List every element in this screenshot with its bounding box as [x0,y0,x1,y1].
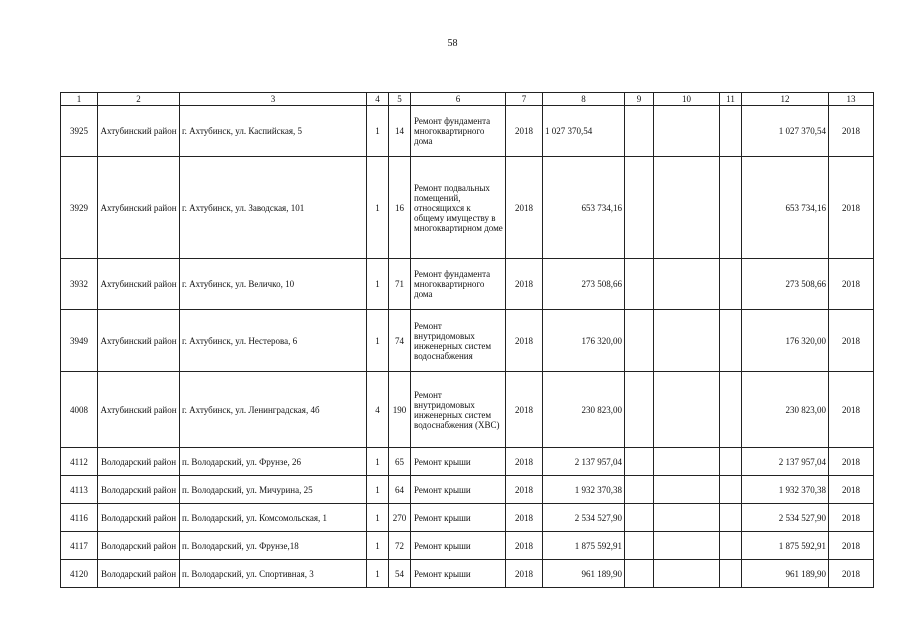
cell-work-type: Ремонт внутридомовых инженерных систем водоснабжения (ХВС) [411,372,506,448]
cell-col9 [625,476,654,504]
cell-col11 [720,476,742,504]
cell-col10 [654,560,720,588]
cell-id: 4120 [61,560,98,588]
cell-col11 [720,504,742,532]
cell-col5: 270 [389,504,411,532]
cell-col4: 1 [367,310,389,372]
cell-col9 [625,106,654,157]
column-header: 3 [180,93,367,106]
cell-address: г. Ахтубинск, ул. Каспийская, 5 [180,106,367,157]
table-row [61,448,874,476]
cell-col10 [654,532,720,560]
table-row [61,504,874,532]
cell-address: п. Володарский, ул. Фрунзе,18 [180,532,367,560]
column-header: 11 [720,93,742,106]
column-header: 12 [742,93,829,106]
cell-total: 2 534 527,90 [742,504,829,532]
cell-col11 [720,310,742,372]
cell-district: Володарский район [98,532,180,560]
cell-district: Володарский район [98,560,180,588]
cell-end-year: 2018 [829,532,874,560]
cell-work-type: Ремонт крыши [411,448,506,476]
cell-district: Володарский район [98,448,180,476]
cell-work-type: Ремонт фундамента многоквартирного дома [411,106,506,157]
cell-total: 273 508,66 [742,259,829,310]
cell-address: п. Володарский, ул. Комсомольская, 1 [180,504,367,532]
cell-total: 1 027 370,54 [742,106,829,157]
cell-year: 2018 [506,476,543,504]
cell-col10 [654,310,720,372]
cell-col9 [625,310,654,372]
cell-col11 [720,372,742,448]
cell-col10 [654,476,720,504]
cell-col11 [720,157,742,259]
cell-year: 2018 [506,372,543,448]
cell-id: 4117 [61,532,98,560]
cell-col10 [654,448,720,476]
table-row [61,259,874,310]
cell-district: Володарский район [98,504,180,532]
cell-year: 2018 [506,310,543,372]
cell-address: г. Ахтубинск, ул. Заводская, 101 [180,157,367,259]
cell-end-year: 2018 [829,560,874,588]
cell-work-type: Ремонт крыши [411,532,506,560]
cell-district: Ахтубинский район [98,106,180,157]
cell-col10 [654,372,720,448]
cell-total: 230 823,00 [742,372,829,448]
cell-col4: 1 [367,532,389,560]
cell-col11 [720,532,742,560]
column-header: 8 [543,93,625,106]
cell-total: 961 189,90 [742,560,829,588]
cell-col9 [625,448,654,476]
cell-col4: 1 [367,448,389,476]
cell-id: 3932 [61,259,98,310]
cell-end-year: 2018 [829,157,874,259]
cell-end-year: 2018 [829,372,874,448]
cell-district: Ахтубинский район [98,259,180,310]
cell-cost: 961 189,90 [543,560,625,588]
cell-address: п. Володарский, ул. Мичурина, 25 [180,476,367,504]
cell-year: 2018 [506,448,543,476]
cell-col9 [625,532,654,560]
cell-id: 4116 [61,504,98,532]
cell-col10 [654,106,720,157]
cell-col10 [654,504,720,532]
cell-cost: 1 932 370,38 [543,476,625,504]
cell-year: 2018 [506,106,543,157]
column-header: 7 [506,93,543,106]
cell-col11 [720,448,742,476]
cell-total: 2 137 957,04 [742,448,829,476]
cell-col9 [625,372,654,448]
cell-cost: 1 875 592,91 [543,532,625,560]
cell-col5: 16 [389,157,411,259]
cell-col10 [654,157,720,259]
repair-program-table [60,92,874,588]
cell-district: Ахтубинский район [98,157,180,259]
cell-work-type: Ремонт подвальных помещений, относящихся к общему имуществу в многоквартирном доме [411,157,506,259]
cell-col9 [625,560,654,588]
column-header: 13 [829,93,874,106]
table-row [61,157,874,259]
cell-year: 2018 [506,157,543,259]
cell-year: 2018 [506,560,543,588]
cell-id: 4008 [61,372,98,448]
cell-year: 2018 [506,259,543,310]
cell-col9 [625,157,654,259]
table-row [61,372,874,448]
cell-col4: 1 [367,504,389,532]
cell-col5: 74 [389,310,411,372]
cell-work-type: Ремонт крыши [411,476,506,504]
cell-work-type: Ремонт крыши [411,560,506,588]
table-row [61,310,874,372]
cell-address: п. Володарский, ул. Спортивная, 3 [180,560,367,588]
cell-col5: 71 [389,259,411,310]
column-header: 6 [411,93,506,106]
cell-work-type: Ремонт внутридомовых инженерных систем водоснабжения [411,310,506,372]
cell-end-year: 2018 [829,504,874,532]
cell-year: 2018 [506,504,543,532]
cell-year: 2018 [506,532,543,560]
cell-address: г. Ахтубинск, ул. Ленинградская, 4б [180,372,367,448]
cell-address: г. Ахтубинск, ул. Величко, 10 [180,259,367,310]
cell-address: п. Володарский, ул. Фрунзе, 26 [180,448,367,476]
column-header: 9 [625,93,654,106]
cell-total: 1 932 370,38 [742,476,829,504]
table-row [61,476,874,504]
cell-col4: 1 [367,476,389,504]
cell-cost: 2 137 957,04 [543,448,625,476]
cell-district: Володарский район [98,476,180,504]
cell-col4: 4 [367,372,389,448]
cell-end-year: 2018 [829,448,874,476]
cell-col4: 1 [367,157,389,259]
cell-district: Ахтубинский район [98,310,180,372]
cell-id: 4112 [61,448,98,476]
table-row [61,532,874,560]
cell-cost: 230 823,00 [543,372,625,448]
cell-cost: 273 508,66 [543,259,625,310]
column-header: 1 [61,93,98,106]
cell-col5: 64 [389,476,411,504]
cell-address: г. Ахтубинск, ул. Нестерова, 6 [180,310,367,372]
table-row [61,560,874,588]
cell-col4: 1 [367,106,389,157]
cell-total: 653 734,16 [742,157,829,259]
cell-col9 [625,504,654,532]
cell-col5: 72 [389,532,411,560]
cell-col5: 65 [389,448,411,476]
cell-work-type: Ремонт фундамента многоквартирного дома [411,259,506,310]
cell-col5: 54 [389,560,411,588]
cell-cost: 2 534 527,90 [543,504,625,532]
cell-col9 [625,259,654,310]
cell-col11 [720,259,742,310]
column-header: 2 [98,93,180,106]
column-header: 4 [367,93,389,106]
cell-col4: 1 [367,560,389,588]
cell-col11 [720,106,742,157]
header-row [61,93,874,106]
cell-total: 176 320,00 [742,310,829,372]
cell-col5: 190 [389,372,411,448]
cell-id: 4113 [61,476,98,504]
cell-id: 3949 [61,310,98,372]
cell-end-year: 2018 [829,310,874,372]
cell-end-year: 2018 [829,476,874,504]
cell-cost: 1 027 370,54 [543,106,625,157]
cell-total: 1 875 592,91 [742,532,829,560]
cell-cost: 176 320,00 [543,310,625,372]
cell-id: 3925 [61,106,98,157]
cell-cost: 653 734,16 [543,157,625,259]
column-header: 10 [654,93,720,106]
cell-district: Ахтубинский район [98,372,180,448]
cell-end-year: 2018 [829,259,874,310]
column-header: 5 [389,93,411,106]
page-number: 58 [447,38,458,49]
cell-end-year: 2018 [829,106,874,157]
cell-col4: 1 [367,259,389,310]
cell-id: 3929 [61,157,98,259]
cell-col10 [654,259,720,310]
cell-col5: 14 [389,106,411,157]
cell-col11 [720,560,742,588]
table-row [61,106,874,157]
cell-work-type: Ремонт крыши [411,504,506,532]
